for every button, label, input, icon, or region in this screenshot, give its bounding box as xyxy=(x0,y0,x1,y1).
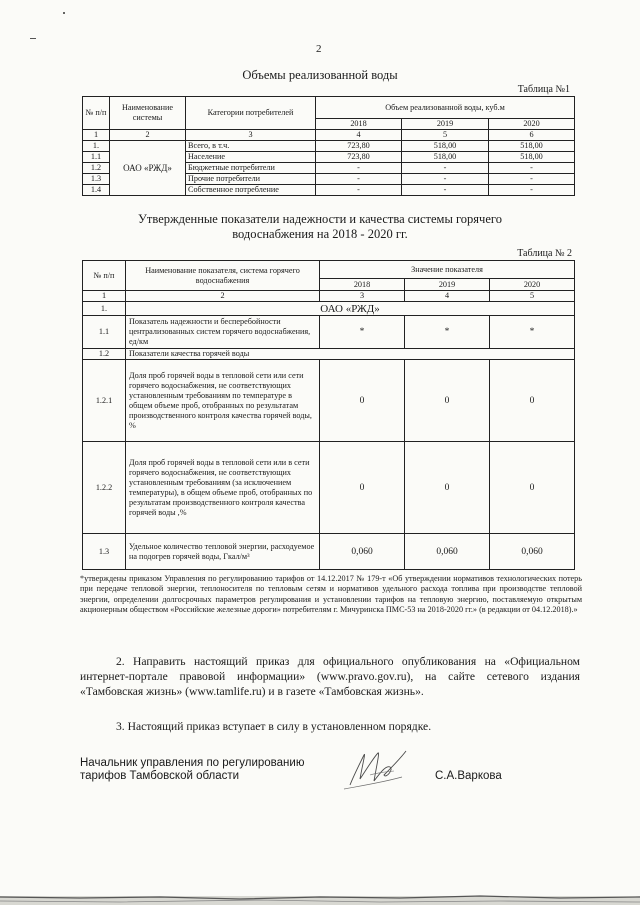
row-indicator-name: Доля проб горячей воды в тепловой сети или в сети горячего водоснабжения, не соответствующих установленным требованиям (за исключением температуры), в общем объеме проб, отобранных по результатам производственного контроля качества горячей воды ,% xyxy=(126,442,320,534)
section-row xyxy=(83,302,575,316)
header-indicator-name: Наименование показателя, система горячего водоснабжения xyxy=(126,261,320,291)
table2-title xyxy=(0,212,640,242)
table2-label: Таблица № 2 xyxy=(517,248,572,259)
row-value-2019: 518,00 xyxy=(402,152,489,163)
row-indicator-name: Удельное количество тепловой энергии, расходуемое на подогрев горячей воды, Гкал/м³ xyxy=(126,534,320,570)
row-category: Всего, в т.ч. xyxy=(186,141,316,152)
row-value-2018: - xyxy=(316,185,402,196)
table-row xyxy=(83,316,575,349)
row-value-2020: - xyxy=(489,174,575,185)
system-name: ОАО «РЖД» xyxy=(110,141,186,196)
row-value-2020: 518,00 xyxy=(489,141,575,152)
row-indicator-name: Доля проб горячей воды в тепловой сети или сети горячего водоснабжения, не соответствующих установленным требованиям по температуре в общем объеме проб, отобранных по результатам производственного контроля качества горячей воды, % xyxy=(126,360,320,442)
table1-title: Объемы реализованной воды xyxy=(242,68,398,82)
table-row xyxy=(83,360,575,442)
header-year-2018: 2018 xyxy=(320,279,405,291)
row-value-2019: - xyxy=(402,163,489,174)
row-category: Население xyxy=(186,152,316,163)
index-cell: 2 xyxy=(126,291,320,302)
row-value-2019: 518,00 xyxy=(402,141,489,152)
row-num: 1.2.1 xyxy=(83,360,126,442)
table2-title-line1: Утвержденные показатели надежности и качества системы горячего xyxy=(138,212,502,226)
row-category: Собственное потребление xyxy=(186,185,316,196)
row-category: Бюджетные потребители xyxy=(186,163,316,174)
scan-speck xyxy=(63,12,65,14)
page-number: 2 xyxy=(316,43,322,55)
index-row xyxy=(83,291,575,302)
index-row xyxy=(83,130,575,141)
table-row xyxy=(83,141,575,152)
section-name: ОАО «РЖД» xyxy=(126,302,575,316)
header-num: № п/п xyxy=(83,261,126,291)
index-cell: 1 xyxy=(83,291,126,302)
header-volume: Объем реализованной воды, куб.м xyxy=(316,97,575,119)
row-value-2020: 518,00 xyxy=(489,152,575,163)
signatory-title-line2: тарифов Тамбовской области xyxy=(80,770,240,782)
row-value-2018: 723,80 xyxy=(316,141,402,152)
signatory-title-line1: Начальник управления по регулированию xyxy=(80,757,305,769)
index-cell: 3 xyxy=(320,291,405,302)
row-num: 1.3 xyxy=(83,174,110,185)
paragraph-effective: 3. Настоящий приказ вступает в силу в установленном порядке. xyxy=(116,720,432,733)
row-value-2018: 723,80 xyxy=(316,152,402,163)
table1-label: Таблица №1 xyxy=(517,84,570,95)
row-num: 1.1 xyxy=(83,316,126,349)
header-year-2019: 2019 xyxy=(402,119,489,130)
row-value-2019: 0 xyxy=(405,360,490,442)
row-num: 1.3 xyxy=(83,534,126,570)
header-value: Значение показателя xyxy=(320,261,575,279)
row-value-2020: 0 xyxy=(490,442,575,534)
row-value-2020: 0,060 xyxy=(490,534,575,570)
row-value-2018: - xyxy=(316,174,402,185)
index-cell: 2 xyxy=(110,130,186,141)
row-indicator-name: Показатель надежности и бесперебойности централизованных систем горячего водоснабжения, ед/км xyxy=(126,316,320,349)
row-value-2018: 0,060 xyxy=(320,534,405,570)
index-cell: 5 xyxy=(402,130,489,141)
row-value-2019: - xyxy=(402,174,489,185)
row-value-2019: 0 xyxy=(405,442,490,534)
signatory-title xyxy=(80,757,304,783)
section-num: 1. xyxy=(83,302,126,316)
row-value-2020: * xyxy=(490,316,575,349)
table-row xyxy=(83,349,575,360)
row-num: 1.2 xyxy=(83,163,110,174)
row-value-2020: - xyxy=(489,185,575,196)
row-value-2018: * xyxy=(320,316,405,349)
header-num: № п/п xyxy=(83,97,110,130)
index-cell: 4 xyxy=(405,291,490,302)
header-year-2019: 2019 xyxy=(405,279,490,291)
row-num: 1.2.2 xyxy=(83,442,126,534)
index-cell: 1 xyxy=(83,130,110,141)
row-value-2018: 0 xyxy=(320,360,405,442)
row-num: 1.2 xyxy=(83,349,126,360)
header-year-2018: 2018 xyxy=(316,119,402,130)
row-value-2019: * xyxy=(405,316,490,349)
header-year-2020: 2020 xyxy=(489,119,575,130)
row-value-2019: - xyxy=(402,185,489,196)
reliability-indicators-table xyxy=(82,260,575,570)
row-num: 1. xyxy=(83,141,110,152)
row-value-2020: 0 xyxy=(490,360,575,442)
water-volume-table xyxy=(82,96,575,196)
row-value-2020: - xyxy=(489,163,575,174)
scan-edge-artifact xyxy=(0,888,640,905)
handwritten-signature xyxy=(340,745,420,793)
index-cell: 3 xyxy=(186,130,316,141)
index-cell: 4 xyxy=(316,130,402,141)
header-system: Наименование системы xyxy=(110,97,186,130)
row-value-2018: - xyxy=(316,163,402,174)
row-num: 1.4 xyxy=(83,185,110,196)
signatory-name: С.А.Варкова xyxy=(435,770,502,782)
footnote: *утверждены приказом Управления по регулированию тарифов от 14.12.2017 № 179-т «Об утверждении нормативов технологических потерь при передаче тепловой энергии, теплоносителя по тепловым сетям и нормативов удельного расхода топлива при производстве тепловой энергии, определении долгосрочных параметров регулирования и установлении тарифов на тепловую энергию, поставляемую открытым акционерным обществом «Российские железные дороги» потребителям г. Мичуринска ПМС-53 на 2018-2020 гг.» (в редакции от 04.12.2018).» xyxy=(80,574,582,615)
header-year-2020: 2020 xyxy=(490,279,575,291)
row-category: Прочие потребители xyxy=(186,174,316,185)
header-category: Категории потребителей xyxy=(186,97,316,130)
row-value-2018: 0 xyxy=(320,442,405,534)
row-num: 1.1 xyxy=(83,152,110,163)
paragraph-publication: 2. Направить настоящий приказ для официального опубликования на «Официальном интернет-портале правовой информации» (www.pravo.gov.ru), на сайте сетевого издания «Тамбовская жизнь» (www.tamlife.ru) и в газете «Тамбовская жизнь». xyxy=(80,655,580,698)
table-row xyxy=(83,534,575,570)
scan-speck xyxy=(30,38,36,39)
index-cell: 5 xyxy=(490,291,575,302)
row-indicator-name: Показатели качества горячей воды xyxy=(126,349,575,360)
row-value-2019: 0,060 xyxy=(405,534,490,570)
index-cell: 6 xyxy=(489,130,575,141)
table2-title-line2: водоснабжения на 2018 - 2020 гг. xyxy=(232,227,408,241)
table-row xyxy=(83,442,575,534)
